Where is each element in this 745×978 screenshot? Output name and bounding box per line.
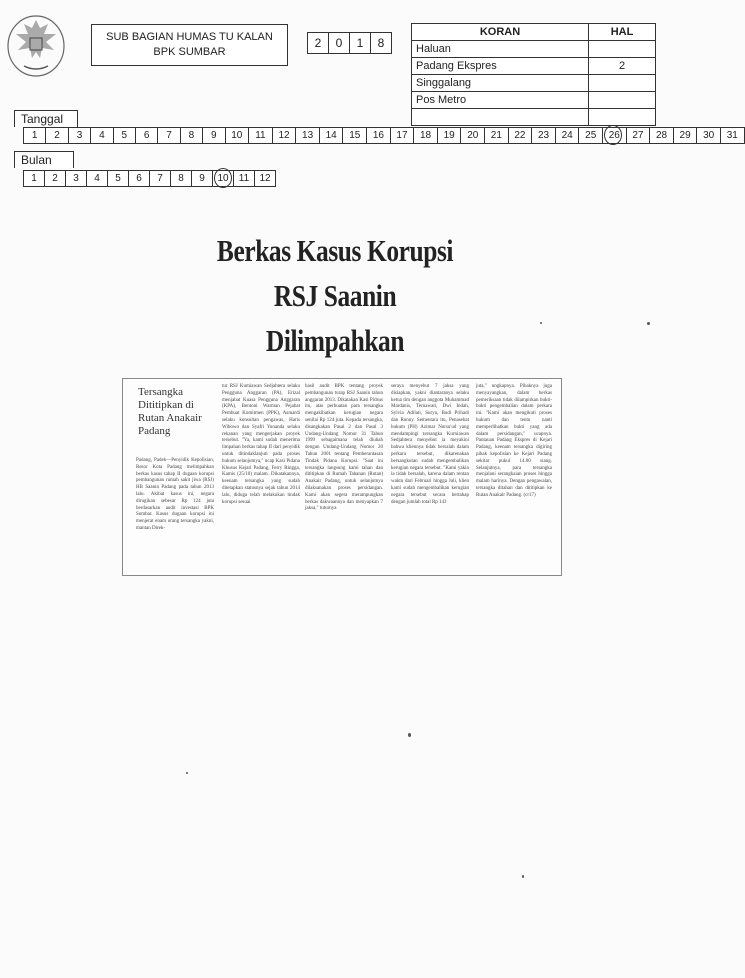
tanggal-cell: 28: [650, 128, 674, 143]
koran-header: KORAN: [412, 24, 589, 41]
koran-row: Haluan: [412, 41, 656, 58]
tanggal-cell: 24: [556, 128, 580, 143]
article-column-5: juta," ungkapnya. Pihaknya juga menyayangkan, dalam berkas pemeriksaan tidak dilampirkan bukti-bukti pengembalian dalam perkara ini. "Kami akan mengikuti proses hukum dan tentu nanti memperlihatkan bukti yang ada dalam persidangan," ucapnya. Pantauan Padang Ekspres di Kejari Padang, keenam tersangka digiring pihak kepolisian ke Kejari Padang sekitar pukul 14.00 siang. Selanjutnya, para tersangka menjalani serangkaian proses hingga malam harinya. Dengan pengawalan, tersangka ditahan dan dititipkan ke Rutan Anakair Padang. (cr17): [476, 384, 552, 498]
article-column-3: hasil audit BPK tentang proyek pembangunan turap RSJ Saanin tahun anggaran 2013. Dikatakan Kasi Pidsus itu, atas perbuatan para tersangka mengakibatkan kerugian negara senilai Rp 124 juta. Kepada tersangka, disangkakan Pasal 2 dan Pasal 3 Undang-Undang Nomor 31 Tahun 1999 sebagaimana telah diubah dengan Undang-Undang Nomor 20 Tahun 2001 tentang Pemberantasan Tindak Pidana Korupsi. "Saat ini tersangka langsung kami tahan dan dititipkan di Rumah Tahanan (Rutan) Anakair Padang, untuk selanjutnya dilaksanakan proses persidangan. Kami akan segera merampungkan berkas dakwaannya dan menyapkan 7 jaksa," tuturnya: [305, 384, 383, 512]
tanggal-cell: 2: [46, 128, 68, 143]
bulan-cell: 1: [24, 171, 45, 186]
koran-row: Singgalang: [412, 75, 656, 92]
tanggal-cell: 14: [320, 128, 344, 143]
year-digit: 1: [350, 33, 371, 53]
bulan-cell: 9: [192, 171, 213, 186]
tanggal-cell: 9: [203, 128, 225, 143]
tanggal-label: Tanggal: [14, 110, 78, 127]
tanggal-cell: 18: [414, 128, 438, 143]
tanggal-cell: 5: [114, 128, 136, 143]
tanggal-cell: 8: [181, 128, 203, 143]
tanggal-cell: 7: [158, 128, 180, 143]
bulan-cell: 8: [171, 171, 192, 186]
tanggal-cell: 23: [532, 128, 556, 143]
bulan-cell: 7: [150, 171, 171, 186]
tanggal-cell: 22: [509, 128, 533, 143]
bulan-cell: 5: [108, 171, 129, 186]
tanggal-cell: 10: [226, 128, 250, 143]
office-line1: SUB BAGIAN HUMAS TU KALAN: [106, 31, 273, 43]
article-headline: [208, 228, 462, 363]
tanggal-cell: 6: [136, 128, 158, 143]
koran-row: [412, 109, 656, 126]
office-line2: BPK SUMBAR: [153, 46, 226, 58]
koran-row: Padang Ekspres 2: [412, 58, 656, 75]
bulan-cell: 2: [45, 171, 66, 186]
year-digit: 0: [329, 33, 350, 53]
tanggal-cell: 26: [603, 128, 627, 143]
year-digit: 2: [308, 33, 329, 53]
tanggal-cell: 1: [24, 128, 46, 143]
headline-line2: RSJ Saanin Dilimpahkan: [265, 278, 405, 358]
tanggal-cell: 21: [485, 128, 509, 143]
office-box: [91, 24, 288, 66]
article-column-1: Padang, Padek—Penyidik Kepolisian, Resor Kota Padang melimpahkan berkas kasus tahap II dugaan korupsi pembangunan rumah sakit jiwa (RSJ) HB Saanin Padang pada tahun 2013 lalu. Akibat kasus ini, negara dirugikan sebesar Rp 124 juta berdasarkan audit investasi BPK Sumbar. Kasus dugaan korupsi ini menjerat enam orang tersangka yakni, mantan Direk-: [136, 458, 214, 531]
article-column-4: seraya menyebut 7 jaksa yang disiapkan, yakni diantaranya selaku ketua tim dengan anggota Muhammad Mardanis, Ternawati, Dwi Indah, Sylvia Adilati, Surya, Budi Prihadi dan Ronny. Sementara itu, Penasehat hukum (PH) Azimar Nursu'ud yang mendampingi tersangka Kurniawan Sedjahtera menyebut ia meyakini bahwa kliennya tidak bersalah dalam perkara tersebut, dikarenakan bersangkutan sudah mengembalikan kerugian negara tersebut. "Kami yakin ia tidak bersalah, karena dalam rentan waktu dari Februari hingga Juli, klien kami sudah mengembalikan kerugian negara tersebut secara bertahap dengan jumlah total Rp 143: [391, 384, 469, 505]
tanggal-cell: 11: [249, 128, 273, 143]
tanggal-cell: 20: [461, 128, 485, 143]
tanggal-cell: 30: [697, 128, 721, 143]
tanggal-cell: 17: [391, 128, 415, 143]
bulan-cell: 10: [213, 171, 234, 186]
bulan-label: Bulan: [14, 151, 74, 168]
scan-speck: [186, 772, 188, 774]
tanggal-cell: 27: [627, 128, 651, 143]
tanggal-row: [23, 127, 745, 144]
scan-speck: [408, 733, 411, 737]
tanggal-cell: 19: [438, 128, 462, 143]
bulan-cell: 11: [234, 171, 255, 186]
year-digit: 8: [377, 36, 385, 50]
koran-row: Pos Metro: [412, 92, 656, 109]
koran-table: [411, 23, 656, 126]
scan-speck: [540, 322, 542, 324]
bulan-cell: 4: [87, 171, 108, 186]
bulan-cell: 12: [259, 173, 271, 184]
tanggal-cell: 15: [343, 128, 367, 143]
headline-line1: Berkas Kasus Korupsi: [216, 233, 454, 268]
tanggal-cell: 25: [579, 128, 603, 143]
scan-speck: [522, 875, 524, 878]
hal-header: HAL: [589, 24, 656, 41]
article-column-2: tur RSJ Kumiawan Sedjahtera selaku Pengguna Anggaran (PA), Erizal menjabat Kuasa Pengguna Anggaran (KPA), Bentoni Warman Pejabat Pembuat Komitmen (PPK), Asmardi selaku konsultan pengawas, Haris Wibowo dan Syafri Yunanda selaku rekanan yang mengerjakan proyek tersebut. "Ya, kami sudah menerima limpahan berkas tahap II dari penyidik untuk ditindaklanjuti pada proses hukum selanjutnya," ucap Kasi Pidana Khusus Kejari Padang, Ferry Ringga, Kamis (25/10) malam. Dikatakannya, keenam tersangka yang sudah ditetapkan statusnya sejak tahun 2014 lalu, diduga telah melakukan tindak korupsi sesuai: [222, 384, 300, 505]
bulan-cell: 3: [66, 171, 87, 186]
bulan-cell: 6: [129, 171, 150, 186]
tanggal-cell: 3: [69, 128, 91, 143]
tanggal-cell: 31: [726, 130, 738, 141]
bulan-row: [23, 170, 276, 187]
article-subheadline: Tersangka Dititipkan di Rutan Anakair Padang: [138, 386, 202, 437]
scan-speck: [647, 322, 650, 325]
year-boxes: [307, 32, 392, 54]
tanggal-cell: 29: [674, 128, 698, 143]
tanggal-cell: 12: [273, 128, 297, 143]
garuda-emblem-icon: [4, 8, 68, 80]
tanggal-cell: 16: [367, 128, 391, 143]
tanggal-cell: 4: [91, 128, 113, 143]
tanggal-cell: 13: [296, 128, 320, 143]
